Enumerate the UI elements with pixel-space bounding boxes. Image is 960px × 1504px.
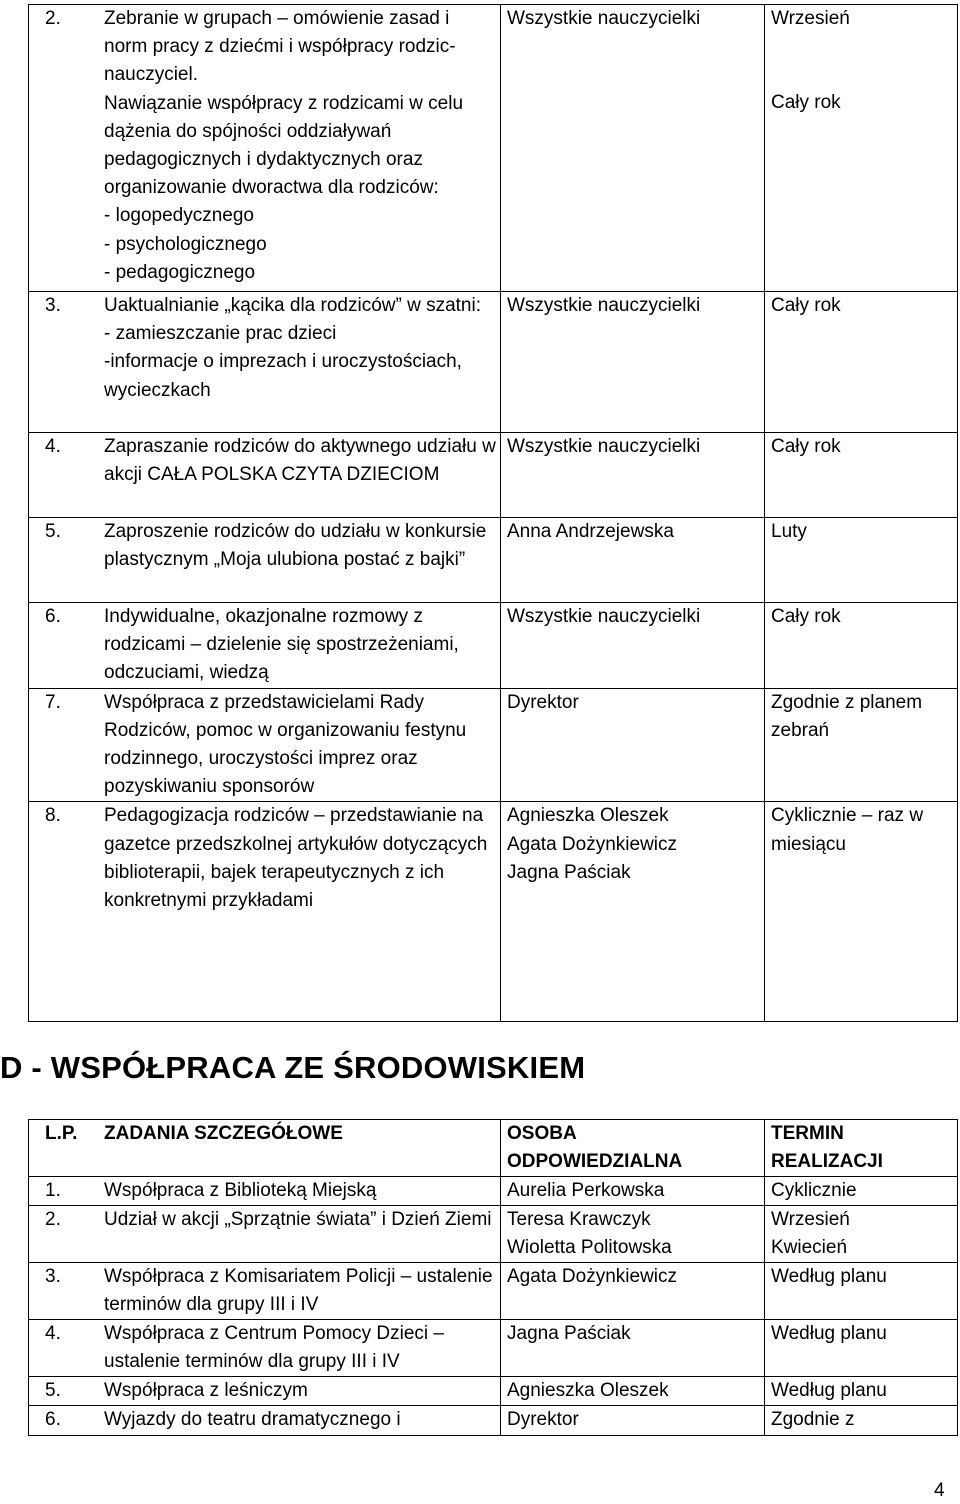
term-cell: Cały rok (765, 292, 958, 433)
task-cell: 6. Indywidualne, okazjonalne rozmowy z rodzicami – dzielenie się spostrzeżeniami, odczuciami, wiedzą (29, 603, 501, 689)
person-cell: Dyrektor (501, 688, 765, 802)
item-number: 2. (45, 8, 61, 29)
task-text: - logopedycznego (104, 205, 254, 227)
task-text: Zebranie w grupach – omówienie zasad i norm pracy z dziećmi i współpracy rodzic-nauczyciel. (104, 8, 456, 86)
page-number: 4 (934, 1480, 945, 1501)
term-cell: Wrzesień Cały rok (765, 5, 958, 292)
table-row: 1. Współpraca z Biblioteką Miejską Aurelia Perkowska Cyklicznie (29, 1177, 958, 1206)
item-number: 7. (45, 691, 61, 713)
task-text: - psychologicznego (104, 233, 267, 255)
term-cell: Cały rok (765, 433, 958, 518)
task-cell: 3. Uaktualnianie „kącika dla rodziców” w szatni: - zamieszczanie prac dzieci -informacje o imprezach i uroczystościach, wycieczkach (29, 292, 501, 433)
table-row: 4. Współpraca z Centrum Pomocy Dzieci – ustalenie terminów dla grupy III i IV Jagna Paściak Według planu (29, 1320, 958, 1377)
term-cell: Cały rok (765, 603, 958, 689)
table-row: 6. Wyjazdy do teatru dramatycznego i Dyrektor Zgodnie z (29, 1406, 958, 1436)
task-text: Nawiązanie współpracy z rodzicami w celu dążenia do spójności oddziaływań pedagogicznych i dydaktycznych oraz organizowanie dworactwa dla rodziców: (104, 92, 464, 199)
term-cell: Cyklicznie – raz w miesiącu (765, 802, 958, 1022)
lp-header: L.P. (45, 1123, 78, 1144)
item-number: 6. (45, 606, 61, 627)
person-cell: Agnieszka Oleszek Agata Dożynkiewicz Jagna Paściak (501, 802, 765, 1022)
term-header-cell: TERMIN REALIZACJI (765, 1120, 958, 1177)
table-row (29, 518, 958, 603)
person-cell: Wszystkie nauczycielki (501, 5, 765, 292)
table-row: 3. Współpraca z Komisariatem Policji – ustalenie terminów dla grupy III i IV Agata Dożynkiewicz Według planu (29, 1263, 958, 1320)
task-header-cell (29, 1120, 501, 1177)
community-table (28, 1119, 958, 1436)
person-cell: Wszystkie nauczycielki (501, 292, 765, 433)
table-row (29, 5, 958, 292)
term-cell: Zgodnie z planem zebrań (765, 688, 958, 802)
item-number: 8. (45, 805, 61, 827)
table-row (29, 433, 958, 518)
task-header: ZADANIA SZCZEGÓŁOWE (104, 1123, 343, 1144)
table-row (29, 802, 958, 1022)
table-row (29, 603, 958, 689)
header-row (29, 1120, 958, 1177)
activities-table (28, 4, 958, 1022)
task-text: - pedagogicznego (104, 261, 256, 283)
table-row: 2. Udział w akcji „Sprzątnie świata” i Dzień Ziemi Teresa Krawczyk Wioletta Politowska Wrzesień Kwiecień (29, 1206, 958, 1263)
task-cell: 4. Zapraszanie rodziców do aktywnego udziału w akcji CAŁA POLSKA CZYTA DZIECIOM (29, 433, 501, 518)
item-number: 5. (45, 521, 61, 542)
item-number: 4. (45, 436, 61, 457)
term-cell: Luty (765, 518, 958, 603)
task-cell: 8. Pedagogizacja rodziców – przedstawianie na gazetce przedszkolnej artykułów dotyczących biblioterapii, bajek terapeutycznych z ich konkretnymi przykładami (29, 802, 501, 1022)
person-cell: Wszystkie nauczycielki (501, 433, 765, 518)
section-title: D - WSPÓŁPRACA ZE ŚRODOWISKIEM (0, 1050, 586, 1085)
task-cell (29, 5, 501, 292)
item-number: 3. (45, 295, 61, 316)
table-row (29, 688, 958, 802)
table-row (29, 292, 958, 433)
table-row: 5. Współpraca z leśniczym Agnieszka Oleszek Według planu (29, 1377, 958, 1406)
person-cell: Wszystkie nauczycielki (501, 603, 765, 689)
person-header-cell: OSOBA ODPOWIEDZIALNA (501, 1120, 765, 1177)
task-cell: 7. Współpraca z przedstawicielami Rady Rodziców, pomoc w organizowaniu festynu rodzinnego, uroczystości imprez oraz pozyskiwaniu sponsorów (29, 688, 501, 802)
person-cell: Anna Andrzejewska (501, 518, 765, 603)
task-cell: 5. Zaproszenie rodziców do udziału w konkursie plastycznym „Moja ulubiona postać z bajki” (29, 518, 501, 603)
